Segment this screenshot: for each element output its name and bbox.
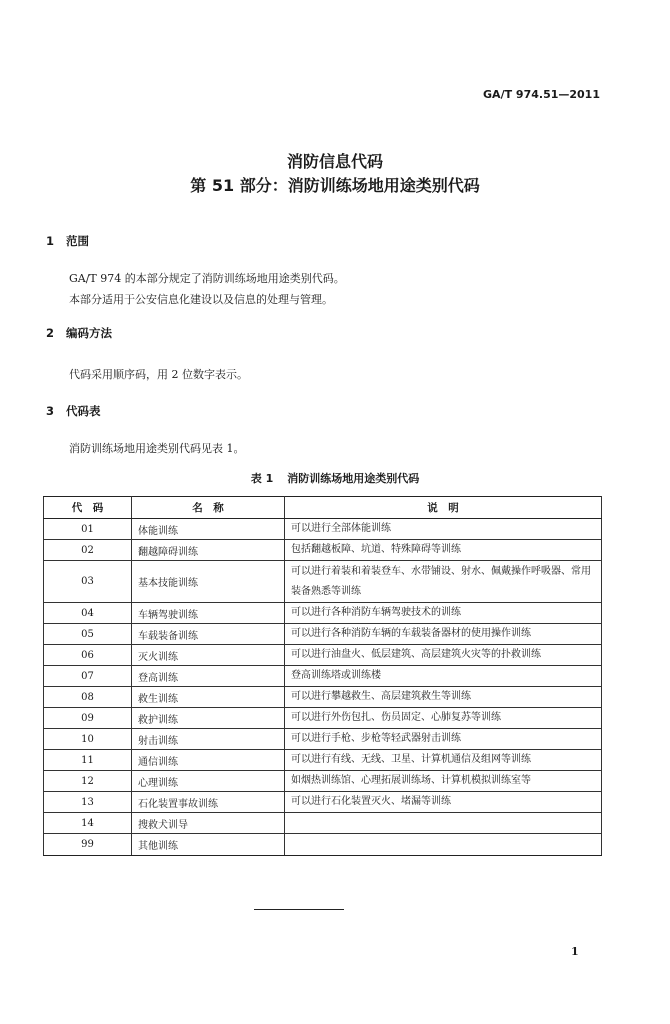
paragraph: GA/T 974 的本部分规定了消防训练场地用途类别代码。 (69, 272, 345, 285)
section-heading-coding-method (46, 325, 112, 341)
table-row (44, 624, 602, 645)
row-name-cell: 射击训练 (132, 729, 285, 750)
row-description-cell: 可以进行有线、无线、卫星、计算机通信及组网等训练 (285, 750, 602, 771)
row-description-cell (285, 834, 602, 856)
row-name-cell: 救护训练 (132, 708, 285, 729)
row-name-cell: 登高训练 (132, 666, 285, 687)
row-name-cell: 搜救犬训导 (132, 813, 285, 834)
standard-code: GA/T 974.51—2011 (483, 88, 600, 101)
table-row (44, 813, 602, 834)
row-description-cell: 包括翻越板障、坑道、特殊障碍等训练 (285, 540, 602, 561)
row-name-cell: 基本技能训练 (132, 561, 285, 603)
section-heading-scope (46, 233, 89, 249)
row-name-cell: 石化装置事故训练 (132, 792, 285, 813)
row-description-cell: 可以进行外伤包扎、伤员固定、心肺复苏等训练 (285, 708, 602, 729)
column-header-code: 代 码 (44, 497, 132, 519)
row-name-cell: 车载装备训练 (132, 624, 285, 645)
code-table (43, 496, 602, 856)
document-title-part: 第 51 部分：消防训练场地用途类别代码 (190, 176, 480, 195)
footer-rule (254, 909, 344, 910)
row-name-cell: 救生训练 (132, 687, 285, 708)
row-description-cell: 可以进行各种消防车辆的车载装备器材的使用操作训练 (285, 624, 602, 645)
column-header-description: 说 明 (285, 497, 602, 519)
row-description-cell: 如烟热训练馆、心理拓展训练场、计算机模拟训练室等 (285, 771, 602, 792)
table-row (44, 771, 602, 792)
row-code-cell: 03 (44, 561, 132, 603)
table-header-row (44, 497, 602, 519)
row-description-cell: 可以进行各种消防车辆驾驶技术的训练 (285, 603, 602, 624)
section-number: 2 (46, 326, 55, 340)
row-code-cell: 11 (44, 750, 132, 771)
row-code-cell: 05 (44, 624, 132, 645)
row-name-cell: 其他训练 (132, 834, 285, 856)
row-name-cell: 灭火训练 (132, 645, 285, 666)
row-code-cell: 07 (44, 666, 132, 687)
table-row (44, 561, 602, 603)
paragraph: 本部分适用于公安信息化建设以及信息的处理与管理。 (69, 293, 333, 306)
row-description-cell: 可以进行攀越救生、高层建筑救生等训练 (285, 687, 602, 708)
table-caption-number: 表 1 (250, 472, 274, 485)
table-row (44, 540, 602, 561)
table-row (44, 750, 602, 771)
table-row (44, 834, 602, 856)
row-description-cell: 登高训练塔或训练楼 (285, 666, 602, 687)
row-code-cell: 06 (44, 645, 132, 666)
row-name-cell: 通信训练 (132, 750, 285, 771)
table-caption (0, 470, 670, 486)
row-name-cell: 心理训练 (132, 771, 285, 792)
table-row (44, 687, 602, 708)
row-description-cell: 可以进行石化装置灭火、堵漏等训练 (285, 792, 602, 813)
table-row (44, 708, 602, 729)
row-code-cell: 02 (44, 540, 132, 561)
row-name-cell: 体能训练 (132, 519, 285, 540)
table-row (44, 603, 602, 624)
paragraph: 消防训练场地用途类别代码见表 1。 (69, 442, 245, 455)
row-code-cell: 10 (44, 729, 132, 750)
table-caption-title: 消防训练场地用途类别代码 (287, 472, 420, 485)
row-name-cell: 翻越障碍训练 (132, 540, 285, 561)
column-header-name: 名 称 (132, 497, 285, 519)
row-description-cell: 可以进行全部体能训练 (285, 519, 602, 540)
page-number: 1 (571, 945, 579, 958)
section-title: 范围 (66, 234, 89, 248)
row-code-cell: 04 (44, 603, 132, 624)
table-row (44, 666, 602, 687)
row-code-cell: 99 (44, 834, 132, 856)
row-code-cell: 14 (44, 813, 132, 834)
section-number: 1 (46, 234, 55, 248)
paragraph: 代码采用顺序码，用 2 位数字表示。 (69, 368, 248, 381)
document-title-main: 消防信息代码 (286, 152, 383, 171)
section-title: 编码方法 (66, 326, 112, 340)
row-code-cell: 08 (44, 687, 132, 708)
table-row (44, 519, 602, 540)
section-title: 代码表 (66, 404, 101, 418)
row-code-cell: 13 (44, 792, 132, 813)
row-description-cell: 可以进行着装和着装登车、水带铺设、射水、佩戴操作呼吸器、常用装备熟悉等训练 (285, 561, 602, 603)
row-code-cell: 09 (44, 708, 132, 729)
section-heading-code-table (46, 403, 101, 419)
row-name-cell: 车辆驾驶训练 (132, 603, 285, 624)
row-code-cell: 01 (44, 519, 132, 540)
table-row (44, 645, 602, 666)
section-number: 3 (46, 404, 55, 418)
row-code-cell: 12 (44, 771, 132, 792)
row-description-cell: 可以进行手枪、步枪等轻武器射击训练 (285, 729, 602, 750)
table-row (44, 792, 602, 813)
table-row (44, 729, 602, 750)
row-description-cell: 可以进行油盘火、低层建筑、高层建筑火灾等的扑救训练 (285, 645, 602, 666)
row-description-cell (285, 813, 602, 834)
